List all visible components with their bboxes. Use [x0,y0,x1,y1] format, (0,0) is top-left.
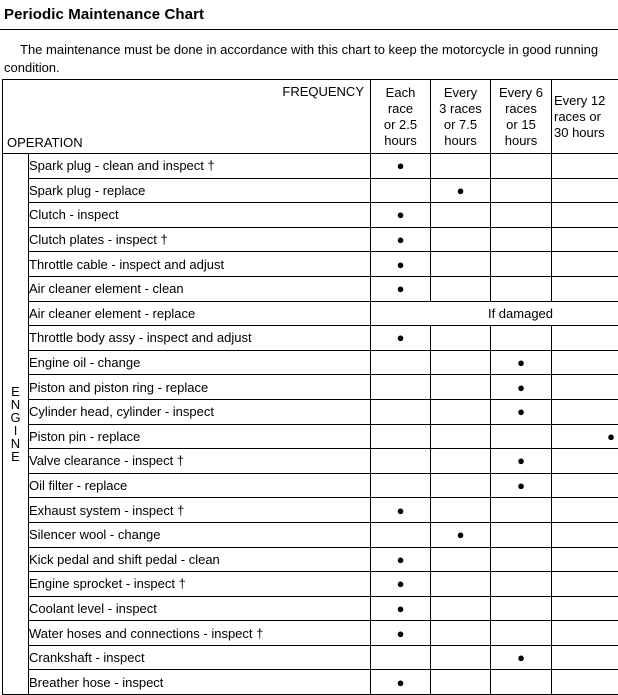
frequency-note-cell: If damaged [371,301,618,326]
table-row [3,522,618,547]
empty-cell [431,473,491,498]
operation-cell: Air cleaner element - clean [29,276,371,301]
operation-cell: Throttle body assy - inspect and adjust [29,326,371,351]
schedule-mark-icon: ● [371,670,431,695]
empty-cell [491,178,552,203]
empty-cell [552,547,618,572]
empty-cell [371,350,431,375]
operation-cell: Engine oil - change [29,350,371,375]
schedule-mark-icon: ● [431,178,491,203]
schedule-mark-icon: ● [371,276,431,301]
schedule-mark-icon: ● [371,227,431,252]
empty-cell [431,449,491,474]
table-row [3,203,618,228]
group-letter: E [3,450,28,463]
schedule-mark-icon: ● [431,522,491,547]
intro-paragraph [4,41,618,77]
schedule-mark-icon: ● [491,473,552,498]
operation-cell: Crankshaft - inspect [29,645,371,670]
schedule-mark-icon: ● [371,203,431,228]
table-row [3,399,618,424]
column-header-every-6-races: Every 6 races or 15 hours [491,80,552,154]
operation-cell: Breather hose - inspect [29,670,371,695]
header-row [3,80,618,154]
empty-cell [552,621,618,646]
empty-cell [371,645,431,670]
table-row [3,473,618,498]
table-row [3,154,618,179]
table-row [3,645,618,670]
schedule-mark-icon: ● [371,498,431,523]
empty-cell [431,399,491,424]
empty-cell [552,522,618,547]
group-letter: N [3,398,28,411]
empty-cell [371,375,431,400]
empty-cell [491,203,552,228]
empty-cell [491,547,552,572]
empty-cell [371,178,431,203]
title-divider [0,29,618,30]
column-header-every-12-races: Every 12 races or 30 hours [552,80,618,154]
operation-cell: Spark plug - clean and inspect † [29,154,371,179]
empty-cell [431,252,491,277]
column-header-every-3-races: Every 3 races or 7.5 hours [431,80,491,154]
schedule-mark-icon: ● [552,424,618,449]
empty-cell [431,670,491,695]
table-row [3,301,618,326]
empty-cell [552,227,618,252]
operation-cell: Silencer wool - change [29,522,371,547]
empty-cell [371,424,431,449]
empty-cell [552,645,618,670]
header-corner-cell [3,80,371,154]
table-row [3,326,618,351]
empty-cell [552,178,618,203]
empty-cell [431,424,491,449]
empty-cell [552,449,618,474]
empty-cell [431,596,491,621]
empty-cell [431,350,491,375]
schedule-mark-icon: ● [371,154,431,179]
schedule-mark-icon: ● [371,621,431,646]
operation-cell: Engine sprocket - inspect † [29,572,371,597]
frequency-label: FREQUENCY [282,84,364,100]
empty-cell [491,424,552,449]
table-row [3,498,618,523]
empty-cell [431,572,491,597]
empty-cell [371,399,431,424]
schedule-mark-icon: ● [371,596,431,621]
empty-cell [552,375,618,400]
page-title: Periodic Maintenance Chart [4,6,204,23]
empty-cell [431,498,491,523]
schedule-mark-icon: ● [491,399,552,424]
empty-cell [491,498,552,523]
empty-cell [491,326,552,351]
operation-cell: Clutch - inspect [29,203,371,228]
empty-cell [552,252,618,277]
empty-cell [371,473,431,498]
engine-group-label [3,154,29,695]
empty-cell [491,522,552,547]
operation-cell: Piston pin - replace [29,424,371,449]
table-row [3,621,618,646]
operation-cell: Spark plug - replace [29,178,371,203]
schedule-mark-icon: ● [371,547,431,572]
empty-cell [491,154,552,179]
empty-cell [552,596,618,621]
maintenance-table [2,79,618,695]
empty-cell [491,252,552,277]
empty-cell [552,498,618,523]
empty-cell [431,326,491,351]
empty-cell [552,326,618,351]
intro-line-2: condition. [4,59,618,77]
empty-cell [431,227,491,252]
empty-cell [431,203,491,228]
schedule-mark-icon: ● [491,645,552,670]
operation-label: OPERATION [7,135,83,151]
schedule-mark-icon: ● [371,252,431,277]
empty-cell [491,276,552,301]
empty-cell [552,670,618,695]
schedule-mark-icon: ● [491,350,552,375]
maintenance-table-body [3,154,618,695]
operation-cell: Throttle cable - inspect and adjust [29,252,371,277]
table-row [3,547,618,572]
empty-cell [552,203,618,228]
empty-cell [552,154,618,179]
empty-cell [491,621,552,646]
empty-cell [491,572,552,597]
group-letter: G [3,411,28,424]
empty-cell [371,449,431,474]
table-row [3,252,618,277]
empty-cell [491,596,552,621]
operation-cell: Kick pedal and shift pedal - clean [29,547,371,572]
empty-cell [431,276,491,301]
operation-cell: Clutch plates - inspect † [29,227,371,252]
empty-cell [552,572,618,597]
table-row [3,227,618,252]
empty-cell [491,227,552,252]
empty-cell [552,473,618,498]
empty-cell [552,350,618,375]
group-letter: N [3,437,28,450]
intro-line-1: The maintenance must be done in accordance with this chart to keep the motorcycle in good running [4,41,618,59]
table-row [3,276,618,301]
empty-cell [431,375,491,400]
empty-cell [431,154,491,179]
schedule-mark-icon: ● [371,326,431,351]
table-row [3,449,618,474]
table-row [3,375,618,400]
group-letter: I [3,424,28,437]
table-row [3,424,618,449]
operation-cell: Piston and piston ring - replace [29,375,371,400]
empty-cell [371,522,431,547]
schedule-mark-icon: ● [371,572,431,597]
empty-cell [431,547,491,572]
table-row [3,178,618,203]
operation-cell: Oil filter - replace [29,473,371,498]
schedule-mark-icon: ● [491,375,552,400]
table-row [3,670,618,695]
empty-cell [552,276,618,301]
table-row [3,350,618,375]
operation-cell: Air cleaner element - replace [29,301,371,326]
empty-cell [491,670,552,695]
empty-cell [431,621,491,646]
operation-cell: Valve clearance - inspect † [29,449,371,474]
table-row [3,572,618,597]
operation-cell: Water hoses and connections - inspect † [29,621,371,646]
empty-cell [431,645,491,670]
column-header-each-race: Each race or 2.5 hours [371,80,431,154]
group-letter: E [3,385,28,398]
schedule-mark-icon: ● [491,449,552,474]
empty-cell [552,399,618,424]
operation-cell: Exhaust system - inspect † [29,498,371,523]
operation-cell: Cylinder head, cylinder - inspect [29,399,371,424]
operation-cell: Coolant level - inspect [29,596,371,621]
table-row [3,596,618,621]
